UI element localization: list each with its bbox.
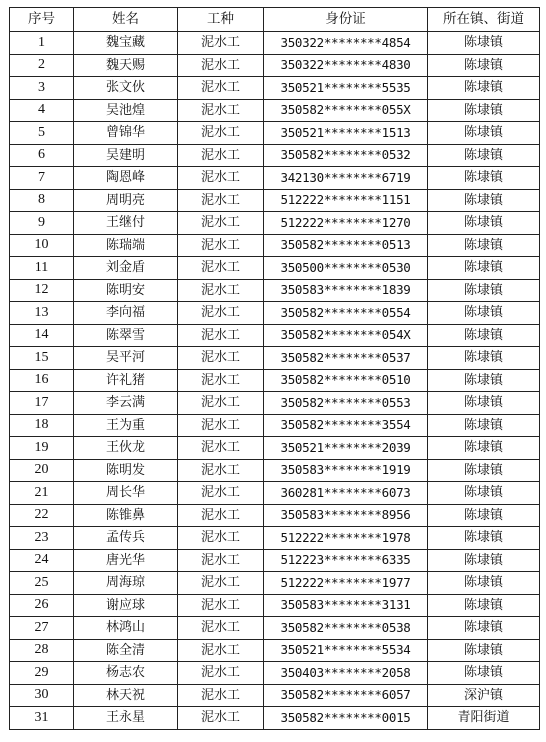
- cell-town: 陈埭镇: [428, 572, 540, 595]
- cell-town: 陈埭镇: [428, 639, 540, 662]
- table-row: [10, 257, 540, 280]
- cell-name: 王继付: [74, 212, 178, 235]
- cell-town: 陈埭镇: [428, 459, 540, 482]
- cell-name: 许礼猪: [74, 369, 178, 392]
- table-row: [10, 684, 540, 707]
- cell-id-number: 512222********1151: [264, 189, 428, 212]
- table-row: [10, 392, 540, 415]
- cell-name: 李云满: [74, 392, 178, 415]
- table-row: [10, 549, 540, 572]
- header-index: 序号: [10, 8, 74, 32]
- cell-name: 谢应球: [74, 594, 178, 617]
- cell-id-number: 350322********4854: [264, 32, 428, 55]
- cell-index: 4: [10, 99, 74, 122]
- cell-index: 25: [10, 572, 74, 595]
- cell-town: 深沪镇: [428, 684, 540, 707]
- cell-name: 杨志农: [74, 662, 178, 685]
- cell-job: 泥水工: [178, 77, 264, 100]
- table-row: [10, 99, 540, 122]
- cell-town: 陈埭镇: [428, 189, 540, 212]
- header-id-number: 身份证: [264, 8, 428, 32]
- cell-name: 林天祝: [74, 684, 178, 707]
- cell-id-number: 512222********1977: [264, 572, 428, 595]
- cell-name: 吴池煌: [74, 99, 178, 122]
- cell-index: 20: [10, 459, 74, 482]
- table-row: [10, 167, 540, 190]
- cell-town: 陈埭镇: [428, 122, 540, 145]
- cell-index: 5: [10, 122, 74, 145]
- cell-id-number: 512222********1978: [264, 527, 428, 550]
- cell-town: 陈埭镇: [428, 437, 540, 460]
- cell-town: 陈埭镇: [428, 504, 540, 527]
- cell-job: 泥水工: [178, 257, 264, 280]
- cell-town: 陈埭镇: [428, 347, 540, 370]
- cell-job: 泥水工: [178, 504, 264, 527]
- cell-id-number: 350582********055X: [264, 99, 428, 122]
- cell-id-number: 350582********0532: [264, 144, 428, 167]
- cell-name: 李向福: [74, 302, 178, 325]
- cell-job: 泥水工: [178, 302, 264, 325]
- cell-index: 12: [10, 279, 74, 302]
- cell-name: 周明亮: [74, 189, 178, 212]
- cell-job: 泥水工: [178, 482, 264, 505]
- table-row: [10, 234, 540, 257]
- cell-town: 陈埭镇: [428, 167, 540, 190]
- cell-index: 17: [10, 392, 74, 415]
- table-row: [10, 144, 540, 167]
- cell-job: 泥水工: [178, 369, 264, 392]
- table-row: [10, 347, 540, 370]
- table-row: [10, 639, 540, 662]
- cell-job: 泥水工: [178, 279, 264, 302]
- cell-town: 陈埭镇: [428, 99, 540, 122]
- cell-id-number: 350583********1919: [264, 459, 428, 482]
- cell-job: 泥水工: [178, 392, 264, 415]
- cell-index: 26: [10, 594, 74, 617]
- cell-town: 陈埭镇: [428, 324, 540, 347]
- cell-index: 15: [10, 347, 74, 370]
- cell-job: 泥水工: [178, 662, 264, 685]
- cell-id-number: 350582********6057: [264, 684, 428, 707]
- cell-job: 泥水工: [178, 684, 264, 707]
- cell-job: 泥水工: [178, 189, 264, 212]
- cell-name: 周海琼: [74, 572, 178, 595]
- cell-job: 泥水工: [178, 594, 264, 617]
- cell-index: 18: [10, 414, 74, 437]
- cell-id-number: 350582********0553: [264, 392, 428, 415]
- cell-index: 6: [10, 144, 74, 167]
- cell-name: 陶恩峰: [74, 167, 178, 190]
- cell-index: 31: [10, 707, 74, 730]
- table-row: [10, 279, 540, 302]
- table-row: [10, 572, 540, 595]
- cell-town: 陈埭镇: [428, 77, 540, 100]
- cell-index: 2: [10, 54, 74, 77]
- cell-job: 泥水工: [178, 459, 264, 482]
- header-name: 姓名: [74, 8, 178, 32]
- cell-id-number: 350521********2039: [264, 437, 428, 460]
- cell-town: 陈埭镇: [428, 392, 540, 415]
- cell-town: 陈埭镇: [428, 414, 540, 437]
- cell-id-number: 350521********5535: [264, 77, 428, 100]
- cell-job: 泥水工: [178, 617, 264, 640]
- cell-index: 30: [10, 684, 74, 707]
- cell-name: 魏宝藏: [74, 32, 178, 55]
- cell-job: 泥水工: [178, 347, 264, 370]
- cell-name: 王永星: [74, 707, 178, 730]
- cell-job: 泥水工: [178, 167, 264, 190]
- cell-index: 9: [10, 212, 74, 235]
- cell-id-number: 350582********3554: [264, 414, 428, 437]
- table-row: [10, 437, 540, 460]
- cell-town: 陈埭镇: [428, 617, 540, 640]
- table-header: [10, 8, 540, 32]
- cell-index: 23: [10, 527, 74, 550]
- cell-index: 24: [10, 549, 74, 572]
- cell-index: 21: [10, 482, 74, 505]
- cell-id-number: 350582********0513: [264, 234, 428, 257]
- cell-job: 泥水工: [178, 324, 264, 347]
- table-body: [10, 32, 540, 730]
- cell-name: 唐光华: [74, 549, 178, 572]
- table-row: [10, 459, 540, 482]
- cell-id-number: 512223********6335: [264, 549, 428, 572]
- cell-job: 泥水工: [178, 122, 264, 145]
- cell-town: 陈埭镇: [428, 594, 540, 617]
- cell-name: 陈锥鼻: [74, 504, 178, 527]
- cell-index: 1: [10, 32, 74, 55]
- cell-name: 陈明安: [74, 279, 178, 302]
- table-row: [10, 594, 540, 617]
- cell-index: 19: [10, 437, 74, 460]
- cell-name: 魏天赐: [74, 54, 178, 77]
- table-row: [10, 32, 540, 55]
- worker-roster-table: [9, 7, 540, 730]
- cell-job: 泥水工: [178, 234, 264, 257]
- cell-name: 陈翠雪: [74, 324, 178, 347]
- table-row: [10, 302, 540, 325]
- table-row: [10, 414, 540, 437]
- cell-index: 28: [10, 639, 74, 662]
- cell-job: 泥水工: [178, 99, 264, 122]
- cell-id-number: 350582********0554: [264, 302, 428, 325]
- cell-index: 27: [10, 617, 74, 640]
- cell-town: 陈埭镇: [428, 662, 540, 685]
- cell-town: 陈埭镇: [428, 369, 540, 392]
- cell-name: 陈瑞端: [74, 234, 178, 257]
- cell-job: 泥水工: [178, 437, 264, 460]
- table-row: [10, 482, 540, 505]
- cell-job: 泥水工: [178, 144, 264, 167]
- cell-id-number: 342130********6719: [264, 167, 428, 190]
- table-row: [10, 54, 540, 77]
- cell-index: 3: [10, 77, 74, 100]
- cell-index: 22: [10, 504, 74, 527]
- cell-id-number: 360281********6073: [264, 482, 428, 505]
- table-row: [10, 189, 540, 212]
- table-row: [10, 527, 540, 550]
- cell-index: 10: [10, 234, 74, 257]
- cell-id-number: 350582********0537: [264, 347, 428, 370]
- cell-name: 曾锦华: [74, 122, 178, 145]
- table-row: [10, 212, 540, 235]
- header-job: 工种: [178, 8, 264, 32]
- cell-index: 11: [10, 257, 74, 280]
- cell-name: 林鸿山: [74, 617, 178, 640]
- cell-job: 泥水工: [178, 707, 264, 730]
- cell-index: 16: [10, 369, 74, 392]
- cell-town: 陈埭镇: [428, 302, 540, 325]
- cell-job: 泥水工: [178, 32, 264, 55]
- cell-id-number: 350322********4830: [264, 54, 428, 77]
- cell-job: 泥水工: [178, 54, 264, 77]
- cell-id-number: 350582********0510: [264, 369, 428, 392]
- cell-job: 泥水工: [178, 639, 264, 662]
- cell-name: 吴平河: [74, 347, 178, 370]
- header-town: 所在镇、街道: [428, 8, 540, 32]
- cell-town: 陈埭镇: [428, 549, 540, 572]
- cell-town: 陈埭镇: [428, 527, 540, 550]
- cell-index: 13: [10, 302, 74, 325]
- cell-index: 7: [10, 167, 74, 190]
- cell-job: 泥水工: [178, 414, 264, 437]
- cell-job: 泥水工: [178, 572, 264, 595]
- table-row: [10, 707, 540, 730]
- cell-id-number: 512222********1270: [264, 212, 428, 235]
- cell-name: 张文伙: [74, 77, 178, 100]
- cell-id-number: 350403********2058: [264, 662, 428, 685]
- cell-index: 14: [10, 324, 74, 347]
- header-row: [10, 8, 540, 32]
- cell-index: 8: [10, 189, 74, 212]
- cell-id-number: 350582********0538: [264, 617, 428, 640]
- cell-id-number: 350582********0015: [264, 707, 428, 730]
- table-row: [10, 122, 540, 145]
- table-row: [10, 504, 540, 527]
- cell-name: 王伙龙: [74, 437, 178, 460]
- cell-id-number: 350521********1513: [264, 122, 428, 145]
- cell-name: 刘金盾: [74, 257, 178, 280]
- cell-town: 陈埭镇: [428, 144, 540, 167]
- table-row: [10, 369, 540, 392]
- cell-town: 陈埭镇: [428, 234, 540, 257]
- cell-town: 陈埭镇: [428, 279, 540, 302]
- cell-job: 泥水工: [178, 527, 264, 550]
- cell-id-number: 350583********1839: [264, 279, 428, 302]
- table-row: [10, 662, 540, 685]
- cell-id-number: 350521********5534: [264, 639, 428, 662]
- cell-id-number: 350500********0530: [264, 257, 428, 280]
- cell-id-number: 350582********054X: [264, 324, 428, 347]
- cell-job: 泥水工: [178, 549, 264, 572]
- cell-name: 吴建明: [74, 144, 178, 167]
- table-row: [10, 617, 540, 640]
- cell-name: 王为重: [74, 414, 178, 437]
- cell-town: 陈埭镇: [428, 482, 540, 505]
- table-row: [10, 324, 540, 347]
- cell-town: 陈埭镇: [428, 212, 540, 235]
- cell-name: 孟传兵: [74, 527, 178, 550]
- cell-id-number: 350583********3131: [264, 594, 428, 617]
- cell-town: 陈埭镇: [428, 32, 540, 55]
- cell-town: 青阳街道: [428, 707, 540, 730]
- cell-id-number: 350583********8956: [264, 504, 428, 527]
- cell-town: 陈埭镇: [428, 54, 540, 77]
- table-row: [10, 77, 540, 100]
- cell-name: 周长华: [74, 482, 178, 505]
- cell-name: 陈明发: [74, 459, 178, 482]
- cell-index: 29: [10, 662, 74, 685]
- cell-job: 泥水工: [178, 212, 264, 235]
- cell-town: 陈埭镇: [428, 257, 540, 280]
- cell-name: 陈全清: [74, 639, 178, 662]
